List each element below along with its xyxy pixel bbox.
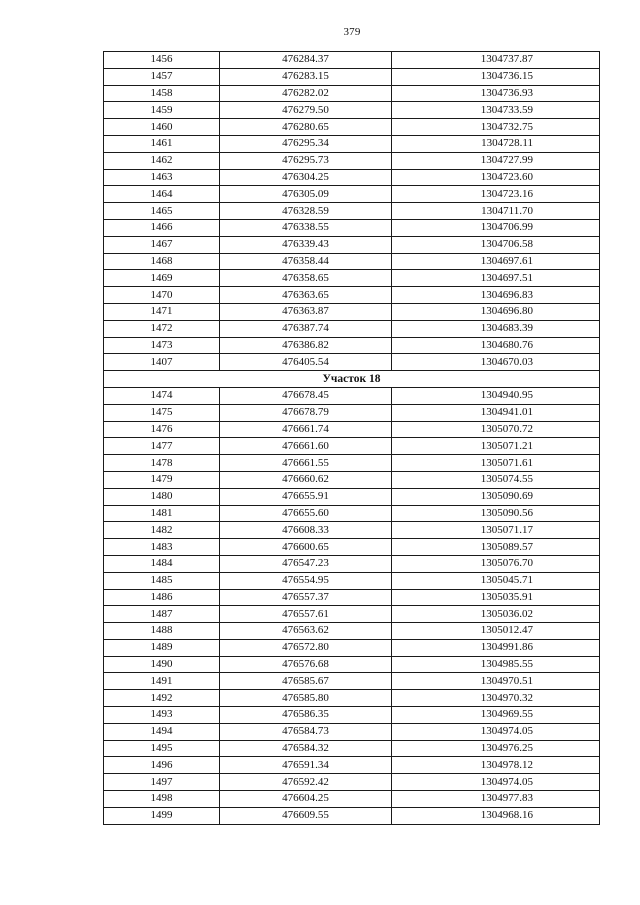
x-coordinate-cell: 476284.37 bbox=[220, 52, 392, 69]
y-coordinate-cell: 1304723.16 bbox=[392, 186, 600, 203]
point-number-cell: 1472 bbox=[104, 320, 220, 337]
point-number-cell: 1407 bbox=[104, 354, 220, 371]
y-coordinate-cell: 1304696.80 bbox=[392, 303, 600, 320]
point-number-cell: 1462 bbox=[104, 152, 220, 169]
y-coordinate-cell: 1304977.83 bbox=[392, 791, 600, 808]
point-number-cell: 1496 bbox=[104, 757, 220, 774]
y-coordinate-cell: 1304940.95 bbox=[392, 387, 600, 404]
table-row bbox=[104, 186, 600, 203]
x-coordinate-cell: 476584.32 bbox=[220, 740, 392, 757]
y-coordinate-cell: 1304736.93 bbox=[392, 85, 600, 102]
y-coordinate-cell: 1304974.05 bbox=[392, 723, 600, 740]
point-number-cell: 1476 bbox=[104, 421, 220, 438]
x-coordinate-cell: 476608.33 bbox=[220, 522, 392, 539]
y-coordinate-cell: 1304728.11 bbox=[392, 135, 600, 152]
point-number-cell: 1492 bbox=[104, 690, 220, 707]
coordinates-table bbox=[103, 51, 600, 825]
x-coordinate-cell: 476609.55 bbox=[220, 807, 392, 824]
y-coordinate-cell: 1304978.12 bbox=[392, 757, 600, 774]
point-number-cell: 1485 bbox=[104, 572, 220, 589]
point-number-cell: 1489 bbox=[104, 639, 220, 656]
point-number-cell: 1488 bbox=[104, 623, 220, 640]
point-number-cell: 1456 bbox=[104, 52, 220, 69]
y-coordinate-cell: 1304683.39 bbox=[392, 320, 600, 337]
table-row bbox=[104, 203, 600, 220]
x-coordinate-cell: 476304.25 bbox=[220, 169, 392, 186]
table-row bbox=[104, 354, 600, 371]
x-coordinate-cell: 476547.23 bbox=[220, 555, 392, 572]
point-number-cell: 1491 bbox=[104, 673, 220, 690]
y-coordinate-cell: 1304670.03 bbox=[392, 354, 600, 371]
table-row bbox=[104, 522, 600, 539]
x-coordinate-cell: 476604.25 bbox=[220, 791, 392, 808]
y-coordinate-cell: 1304706.58 bbox=[392, 236, 600, 253]
point-number-cell: 1474 bbox=[104, 387, 220, 404]
x-coordinate-cell: 476405.54 bbox=[220, 354, 392, 371]
y-coordinate-cell: 1304680.76 bbox=[392, 337, 600, 354]
point-number-cell: 1498 bbox=[104, 791, 220, 808]
point-number-cell: 1484 bbox=[104, 555, 220, 572]
y-coordinate-cell: 1304970.51 bbox=[392, 673, 600, 690]
x-coordinate-cell: 476591.34 bbox=[220, 757, 392, 774]
coordinates-table-container bbox=[103, 51, 599, 825]
x-coordinate-cell: 476386.82 bbox=[220, 337, 392, 354]
table-row bbox=[104, 740, 600, 757]
point-number-cell: 1495 bbox=[104, 740, 220, 757]
y-coordinate-cell: 1304969.55 bbox=[392, 707, 600, 724]
point-number-cell: 1497 bbox=[104, 774, 220, 791]
point-number-cell: 1459 bbox=[104, 102, 220, 119]
table-row bbox=[104, 505, 600, 522]
x-coordinate-cell: 476661.60 bbox=[220, 438, 392, 455]
table-row bbox=[104, 438, 600, 455]
table-row bbox=[104, 52, 600, 69]
x-coordinate-cell: 476576.68 bbox=[220, 656, 392, 673]
x-coordinate-cell: 476363.65 bbox=[220, 287, 392, 304]
table-row bbox=[104, 791, 600, 808]
table-row bbox=[104, 539, 600, 556]
table-row bbox=[104, 707, 600, 724]
point-number-cell: 1482 bbox=[104, 522, 220, 539]
y-coordinate-cell: 1304697.51 bbox=[392, 270, 600, 287]
table-row bbox=[104, 320, 600, 337]
y-coordinate-cell: 1305036.02 bbox=[392, 606, 600, 623]
x-coordinate-cell: 476661.74 bbox=[220, 421, 392, 438]
table-row bbox=[104, 471, 600, 488]
table-row bbox=[104, 152, 600, 169]
table-row bbox=[104, 253, 600, 270]
point-number-cell: 1473 bbox=[104, 337, 220, 354]
table-row bbox=[104, 303, 600, 320]
point-number-cell: 1460 bbox=[104, 119, 220, 136]
table-row bbox=[104, 774, 600, 791]
table-row bbox=[104, 589, 600, 606]
y-coordinate-cell: 1305090.69 bbox=[392, 488, 600, 505]
y-coordinate-cell: 1304736.15 bbox=[392, 68, 600, 85]
table-row bbox=[104, 287, 600, 304]
point-number-cell: 1479 bbox=[104, 471, 220, 488]
x-coordinate-cell: 476655.91 bbox=[220, 488, 392, 505]
y-coordinate-cell: 1305090.56 bbox=[392, 505, 600, 522]
y-coordinate-cell: 1304985.55 bbox=[392, 656, 600, 673]
y-coordinate-cell: 1305012.47 bbox=[392, 623, 600, 640]
y-coordinate-cell: 1304974.05 bbox=[392, 774, 600, 791]
table-row bbox=[104, 68, 600, 85]
table-row bbox=[104, 119, 600, 136]
y-coordinate-cell: 1304976.25 bbox=[392, 740, 600, 757]
table-row bbox=[104, 102, 600, 119]
x-coordinate-cell: 476600.65 bbox=[220, 539, 392, 556]
x-coordinate-cell: 476572.80 bbox=[220, 639, 392, 656]
y-coordinate-cell: 1304727.99 bbox=[392, 152, 600, 169]
x-coordinate-cell: 476585.80 bbox=[220, 690, 392, 707]
point-number-cell: 1466 bbox=[104, 219, 220, 236]
table-row bbox=[104, 656, 600, 673]
x-coordinate-cell: 476660.62 bbox=[220, 471, 392, 488]
point-number-cell: 1461 bbox=[104, 135, 220, 152]
y-coordinate-cell: 1304970.32 bbox=[392, 690, 600, 707]
table-row bbox=[104, 387, 600, 404]
table-row bbox=[104, 219, 600, 236]
table-row bbox=[104, 723, 600, 740]
point-number-cell: 1468 bbox=[104, 253, 220, 270]
point-number-cell: 1458 bbox=[104, 85, 220, 102]
y-coordinate-cell: 1304941.01 bbox=[392, 404, 600, 421]
point-number-cell: 1499 bbox=[104, 807, 220, 824]
table-row bbox=[104, 135, 600, 152]
point-number-cell: 1464 bbox=[104, 186, 220, 203]
table-row bbox=[104, 757, 600, 774]
x-coordinate-cell: 476283.15 bbox=[220, 68, 392, 85]
x-coordinate-cell: 476387.74 bbox=[220, 320, 392, 337]
table-row bbox=[104, 673, 600, 690]
point-number-cell: 1471 bbox=[104, 303, 220, 320]
table-row bbox=[104, 639, 600, 656]
table-row bbox=[104, 85, 600, 102]
x-coordinate-cell: 476678.45 bbox=[220, 387, 392, 404]
x-coordinate-cell: 476678.79 bbox=[220, 404, 392, 421]
x-coordinate-cell: 476655.60 bbox=[220, 505, 392, 522]
table-row bbox=[104, 337, 600, 354]
y-coordinate-cell: 1305071.21 bbox=[392, 438, 600, 455]
y-coordinate-cell: 1304991.86 bbox=[392, 639, 600, 656]
point-number-cell: 1475 bbox=[104, 404, 220, 421]
y-coordinate-cell: 1305070.72 bbox=[392, 421, 600, 438]
x-coordinate-cell: 476358.65 bbox=[220, 270, 392, 287]
point-number-cell: 1486 bbox=[104, 589, 220, 606]
table-row bbox=[104, 606, 600, 623]
point-number-cell: 1483 bbox=[104, 539, 220, 556]
x-coordinate-cell: 476295.34 bbox=[220, 135, 392, 152]
page-number: 379 bbox=[343, 26, 361, 38]
x-coordinate-cell: 476554.95 bbox=[220, 572, 392, 589]
table-row bbox=[104, 421, 600, 438]
y-coordinate-cell: 1304706.99 bbox=[392, 219, 600, 236]
x-coordinate-cell: 476279.50 bbox=[220, 102, 392, 119]
y-coordinate-cell: 1304711.70 bbox=[392, 203, 600, 220]
point-number-cell: 1477 bbox=[104, 438, 220, 455]
y-coordinate-cell: 1304697.61 bbox=[392, 253, 600, 270]
point-number-cell: 1463 bbox=[104, 169, 220, 186]
table-row bbox=[104, 488, 600, 505]
table-row bbox=[104, 404, 600, 421]
x-coordinate-cell: 476338.55 bbox=[220, 219, 392, 236]
table-row bbox=[104, 270, 600, 287]
y-coordinate-cell: 1305089.57 bbox=[392, 539, 600, 556]
x-coordinate-cell: 476280.65 bbox=[220, 119, 392, 136]
point-number-cell: 1494 bbox=[104, 723, 220, 740]
point-number-cell: 1481 bbox=[104, 505, 220, 522]
x-coordinate-cell: 476328.59 bbox=[220, 203, 392, 220]
y-coordinate-cell: 1304732.75 bbox=[392, 119, 600, 136]
point-number-cell: 1470 bbox=[104, 287, 220, 304]
table-row bbox=[104, 169, 600, 186]
section-row bbox=[104, 371, 600, 388]
x-coordinate-cell: 476557.37 bbox=[220, 589, 392, 606]
x-coordinate-cell: 476586.35 bbox=[220, 707, 392, 724]
point-number-cell: 1469 bbox=[104, 270, 220, 287]
x-coordinate-cell: 476282.02 bbox=[220, 85, 392, 102]
table-row bbox=[104, 807, 600, 824]
x-coordinate-cell: 476363.87 bbox=[220, 303, 392, 320]
table-row bbox=[104, 236, 600, 253]
x-coordinate-cell: 476585.67 bbox=[220, 673, 392, 690]
point-number-cell: 1490 bbox=[104, 656, 220, 673]
y-coordinate-cell: 1305071.17 bbox=[392, 522, 600, 539]
y-coordinate-cell: 1305076.70 bbox=[392, 555, 600, 572]
x-coordinate-cell: 476295.73 bbox=[220, 152, 392, 169]
point-number-cell: 1478 bbox=[104, 455, 220, 472]
coordinates-table-body bbox=[104, 52, 600, 825]
y-coordinate-cell: 1305045.71 bbox=[392, 572, 600, 589]
table-row bbox=[104, 572, 600, 589]
y-coordinate-cell: 1304968.16 bbox=[392, 807, 600, 824]
x-coordinate-cell: 476592.42 bbox=[220, 774, 392, 791]
y-coordinate-cell: 1304733.59 bbox=[392, 102, 600, 119]
x-coordinate-cell: 476339.43 bbox=[220, 236, 392, 253]
table-row bbox=[104, 455, 600, 472]
table-row bbox=[104, 555, 600, 572]
y-coordinate-cell: 1305074.55 bbox=[392, 471, 600, 488]
x-coordinate-cell: 476563.62 bbox=[220, 623, 392, 640]
table-row bbox=[104, 623, 600, 640]
y-coordinate-cell: 1304723.60 bbox=[392, 169, 600, 186]
y-coordinate-cell: 1304696.83 bbox=[392, 287, 600, 304]
point-number-cell: 1467 bbox=[104, 236, 220, 253]
y-coordinate-cell: 1304737.87 bbox=[392, 52, 600, 69]
y-coordinate-cell: 1305071.61 bbox=[392, 455, 600, 472]
point-number-cell: 1487 bbox=[104, 606, 220, 623]
x-coordinate-cell: 476661.55 bbox=[220, 455, 392, 472]
x-coordinate-cell: 476584.73 bbox=[220, 723, 392, 740]
section-title: Участок 18 bbox=[104, 371, 600, 388]
point-number-cell: 1465 bbox=[104, 203, 220, 220]
y-coordinate-cell: 1305035.91 bbox=[392, 589, 600, 606]
point-number-cell: 1493 bbox=[104, 707, 220, 724]
point-number-cell: 1457 bbox=[104, 68, 220, 85]
x-coordinate-cell: 476358.44 bbox=[220, 253, 392, 270]
table-row bbox=[104, 690, 600, 707]
x-coordinate-cell: 476557.61 bbox=[220, 606, 392, 623]
point-number-cell: 1480 bbox=[104, 488, 220, 505]
x-coordinate-cell: 476305.09 bbox=[220, 186, 392, 203]
